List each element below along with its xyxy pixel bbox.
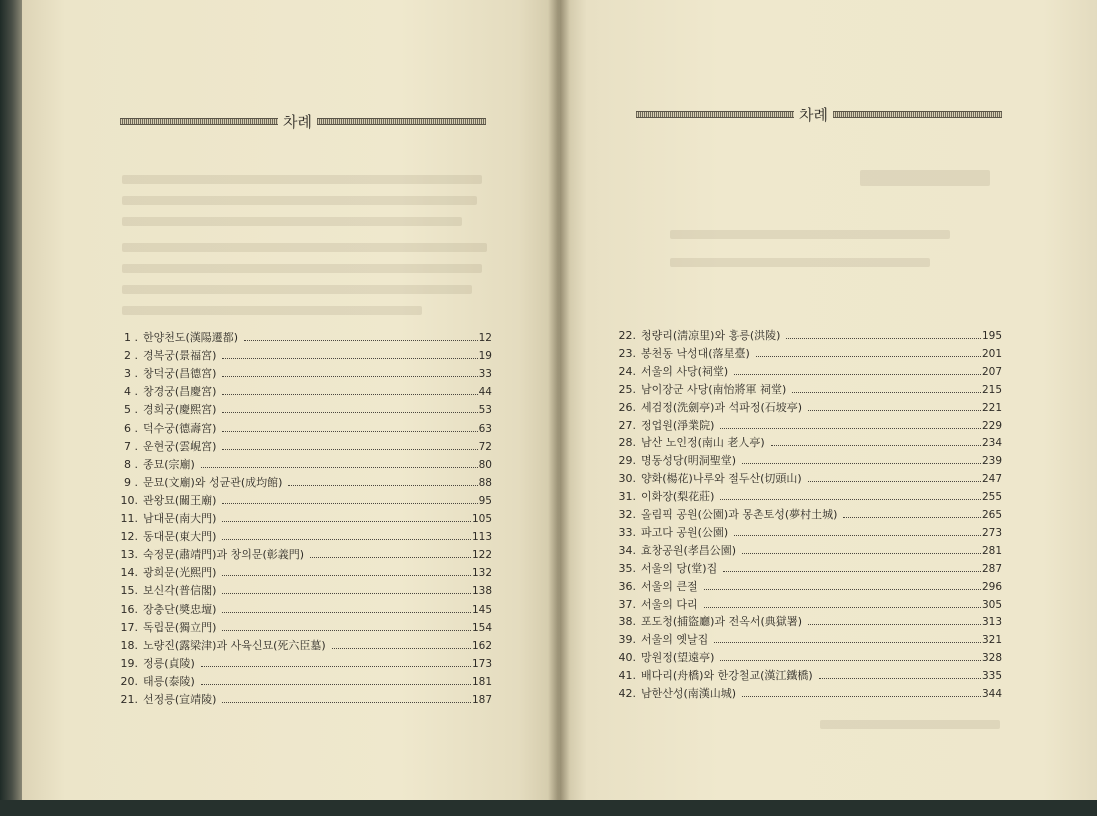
toc-entry	[612, 434, 1002, 451]
entry-title: 올림픽 공원(公園)과 몽촌토성(夢村土城)	[641, 508, 838, 521]
entry-number: 19.	[120, 656, 138, 670]
entry-title: 서울의 다리	[641, 597, 698, 611]
entry-number: 14.	[120, 566, 138, 580]
left-page	[22, 0, 562, 812]
entry-title: 정업원(淨業院)	[641, 418, 715, 432]
entry-title: 경복궁(景福宮)	[143, 349, 217, 363]
entry-number: 26.	[618, 400, 636, 414]
entry-page-number: 162	[471, 639, 492, 652]
entry-title: 청량리(淸凉里)와 홍릉(洪陵)	[641, 329, 781, 342]
entry-number: 27.	[618, 418, 636, 432]
dot-leader	[222, 431, 477, 432]
dot-leader	[808, 410, 981, 411]
entry-title: 문묘(文廟)와 성균관(成均館)	[143, 475, 283, 489]
entry-page-number: 19	[478, 350, 492, 363]
entry-page-number: 80	[478, 458, 492, 471]
entry-page-number: 195	[981, 330, 1002, 342]
entry-title: 효창공원(孝昌公園)	[641, 543, 737, 557]
entry-page-number: 265	[981, 509, 1002, 521]
dot-leader	[222, 575, 470, 576]
entry-title: 운현궁(雲峴宮)	[143, 439, 217, 453]
entry-number: 4 .	[124, 385, 138, 399]
entry-number: 16.	[120, 602, 138, 616]
entry-page-number: 187	[471, 694, 492, 706]
entry-title: 태릉(泰陵)	[143, 674, 195, 688]
dot-leader	[201, 684, 471, 685]
dot-leader	[714, 642, 981, 643]
dot-leader	[720, 660, 980, 661]
entry-number: 24.	[618, 364, 636, 378]
dot-leader	[734, 374, 981, 375]
dot-leader	[222, 593, 470, 594]
entry-page-number: 12	[478, 332, 492, 344]
entry-number: 6 .	[124, 421, 138, 435]
dot-leader	[222, 612, 470, 613]
entry-page-number: 138	[471, 585, 492, 598]
entry-page-number: 287	[981, 562, 1002, 575]
bleed-through-text	[670, 258, 930, 267]
dot-leader	[222, 358, 477, 359]
toc-entry	[114, 582, 492, 599]
entry-page-number: 328	[981, 652, 1002, 665]
dot-leader	[244, 340, 478, 341]
toc-entry	[114, 365, 492, 382]
entry-number: 34.	[618, 543, 636, 557]
entry-page-number: 113	[471, 531, 492, 544]
entry-title: 종묘(宗廟)	[143, 457, 195, 471]
dot-leader	[792, 392, 981, 393]
entry-number: 11.	[120, 512, 138, 525]
entry-title: 장충단(奬忠壇)	[143, 602, 217, 616]
toc-entry	[114, 456, 492, 473]
entry-number: 36.	[618, 579, 636, 593]
toc-entry	[114, 420, 492, 437]
entry-title: 창덕궁(昌德宮)	[143, 367, 217, 381]
dot-leader	[819, 678, 981, 679]
dot-leader	[222, 630, 470, 631]
dot-leader	[720, 499, 980, 500]
dot-leader	[222, 412, 477, 413]
entry-title: 동대문(東大門)	[143, 530, 217, 544]
entry-title: 배다리(舟橋)와 한강철교(漢江鐵橋)	[641, 669, 813, 683]
entry-title: 덕수궁(德壽宮)	[143, 421, 217, 435]
entry-page-number: 44	[478, 386, 492, 399]
entry-number: 32.	[618, 508, 636, 521]
entry-title: 광희문(光熙門)	[143, 566, 217, 580]
dot-leader	[771, 445, 981, 446]
entry-title: 망원정(望遠亭)	[641, 651, 715, 665]
dot-leader	[808, 624, 981, 625]
bleed-through-text	[122, 175, 482, 184]
entry-title: 선정릉(宣靖陵)	[143, 693, 217, 706]
entry-title: 세검정(洗劍亭)과 석파정(石坡亭)	[641, 400, 803, 414]
entry-page-number: 321	[981, 634, 1002, 647]
book-gutter	[548, 0, 570, 812]
bleed-through-text	[820, 720, 1000, 729]
entry-number: 2 .	[124, 349, 138, 363]
entry-page-number: 305	[981, 598, 1002, 611]
toc-entry	[114, 329, 492, 346]
entry-number: 41.	[618, 669, 636, 683]
toc-entry	[612, 685, 1002, 702]
toc-entry	[114, 619, 492, 636]
bleed-through-text	[670, 230, 950, 239]
entry-title: 한양천도(漢陽遷都)	[143, 331, 239, 344]
dot-leader	[288, 485, 477, 486]
right-page	[560, 0, 1097, 812]
entry-page-number: 255	[981, 491, 1002, 504]
toc-entry	[114, 383, 492, 400]
dot-leader	[704, 607, 981, 608]
bleed-through-text	[122, 264, 482, 273]
toc-entry	[114, 655, 492, 672]
entry-number: 12.	[120, 530, 138, 544]
toc-entry	[612, 542, 1002, 559]
entry-number: 28.	[618, 436, 636, 450]
entry-page-number: 173	[471, 657, 492, 670]
dot-leader	[222, 376, 477, 377]
dot-leader	[786, 338, 981, 339]
toc-entry	[114, 564, 492, 581]
entry-number: 7 .	[124, 439, 138, 453]
entry-number: 3 .	[124, 367, 138, 381]
dot-leader	[742, 463, 981, 464]
toc-entry	[114, 347, 492, 364]
entry-page-number: 201	[981, 347, 1002, 360]
bleed-through-text	[122, 196, 477, 205]
bleed-through-text	[122, 243, 487, 252]
entry-title: 남이장군 사당(南怡將軍 祠堂)	[641, 382, 787, 396]
dot-leader	[704, 589, 981, 590]
toc-entry	[114, 492, 492, 509]
entry-page-number: 207	[981, 365, 1002, 378]
dot-leader	[734, 535, 981, 536]
entry-title: 서울의 사당(祠堂)	[641, 364, 729, 378]
entry-number: 8 .	[124, 457, 138, 471]
toc-entry	[612, 506, 1002, 523]
entry-page-number: 72	[478, 440, 492, 453]
toc-entry	[114, 510, 492, 527]
entry-number: 22.	[618, 329, 636, 342]
dot-leader	[720, 428, 980, 429]
dot-leader	[222, 503, 477, 504]
entry-number: 20.	[120, 674, 138, 688]
entry-page-number: 281	[981, 544, 1002, 557]
entry-number: 42.	[618, 687, 636, 700]
entry-title: 창경궁(昌慶宮)	[143, 385, 217, 399]
entry-title: 서울의 옛날집	[641, 633, 709, 647]
entry-title: 서울의 당(堂)집	[641, 561, 718, 575]
dot-leader	[310, 557, 471, 558]
toc-entry	[612, 327, 1002, 344]
entry-number: 21.	[120, 693, 138, 706]
entry-number: 35.	[618, 561, 636, 575]
toc-entry	[612, 363, 1002, 380]
heading-rule	[833, 111, 1002, 118]
bleed-through-text	[122, 285, 472, 294]
toc-entry	[612, 631, 1002, 648]
entry-title: 숙정문(肅靖門)과 창의문(彰義門)	[143, 548, 305, 562]
entry-page-number: 181	[471, 675, 492, 688]
heading-title: 차례	[799, 106, 828, 124]
entry-number: 1 .	[124, 331, 138, 344]
entry-page-number: 145	[471, 603, 492, 616]
entry-page-number: 63	[478, 422, 492, 435]
dot-leader	[222, 394, 477, 395]
entry-page-number: 344	[981, 688, 1002, 700]
toc-entry	[612, 560, 1002, 577]
entry-title: 독립문(獨立門)	[143, 620, 217, 634]
entry-page-number: 221	[981, 401, 1002, 414]
entry-number: 23.	[618, 346, 636, 360]
entry-page-number: 335	[981, 670, 1002, 683]
entry-page-number: 247	[981, 473, 1002, 486]
heading-title: 차례	[283, 113, 312, 131]
toc-entry	[114, 528, 492, 545]
dot-leader	[808, 481, 981, 482]
heading-rule	[636, 111, 794, 118]
entry-number: 29.	[618, 454, 636, 468]
toc-entry	[612, 524, 1002, 541]
entry-page-number: 132	[471, 567, 492, 580]
toc-entry	[114, 474, 492, 491]
entry-title: 서울의 큰절	[641, 579, 698, 593]
entry-page-number: 296	[981, 580, 1002, 593]
dot-leader	[742, 553, 981, 554]
toc-entry	[114, 401, 492, 418]
entry-number: 31.	[618, 490, 636, 504]
toc-entry	[114, 673, 492, 690]
entry-title: 보신각(普信閣)	[143, 584, 217, 598]
entry-page-number: 154	[471, 621, 492, 634]
entry-title: 남대문(南大門)	[143, 512, 217, 525]
toc-entry	[612, 667, 1002, 684]
entry-page-number: 234	[981, 437, 1002, 450]
toc-entry	[114, 691, 492, 708]
entry-page-number: 95	[478, 494, 492, 507]
entry-title: 명동성당(明洞聖堂)	[641, 454, 737, 468]
entry-page-number: 33	[478, 368, 492, 381]
entry-title: 양화(楊花)나루와 절두산(切頭山)	[641, 472, 802, 486]
dot-leader	[201, 467, 478, 468]
dot-leader	[723, 571, 981, 572]
dot-leader	[222, 449, 477, 450]
toc-entry	[612, 452, 1002, 469]
entry-page-number: 88	[478, 476, 492, 489]
toc-entry	[612, 649, 1002, 666]
dot-leader	[332, 648, 471, 649]
entry-number: 39.	[618, 633, 636, 647]
entry-title: 봉천동 낙성대(落星臺)	[641, 346, 750, 360]
entry-number: 18.	[120, 638, 138, 652]
entry-title: 남한산성(南漢山城)	[641, 687, 737, 700]
entry-title: 포도청(捕盜廳)과 전옥서(典獄署)	[641, 615, 803, 629]
entry-title: 정릉(貞陵)	[143, 656, 195, 670]
dot-leader	[222, 702, 470, 703]
heading-rule	[120, 118, 278, 125]
entry-title: 노량진(露梁津)과 사육신묘(死六臣墓)	[143, 638, 326, 652]
dot-leader	[222, 539, 470, 540]
toc-entry	[612, 345, 1002, 362]
entry-number: 15.	[120, 584, 138, 598]
heading-rule	[317, 118, 486, 125]
toc-entry	[612, 596, 1002, 613]
toc-entry	[612, 578, 1002, 595]
entry-page-number: 273	[981, 526, 1002, 539]
dot-leader	[756, 356, 981, 357]
bleed-through-text	[122, 306, 422, 315]
entry-title: 이화장(梨花莊)	[641, 490, 715, 504]
entry-number: 17.	[120, 620, 138, 634]
entry-title: 남산 노인정(南山 老人亭)	[641, 436, 765, 450]
bleed-through-text	[860, 170, 990, 186]
entry-title: 파고다 공원(公園)	[641, 525, 729, 539]
entry-page-number: 313	[981, 616, 1002, 629]
toc-entry	[114, 637, 492, 654]
entry-number: 25.	[618, 382, 636, 396]
toc-entry	[612, 488, 1002, 505]
dot-leader	[742, 696, 981, 697]
entry-page-number: 105	[471, 513, 492, 525]
entry-number: 9 .	[124, 475, 138, 489]
toc-heading	[120, 111, 486, 132]
entry-number: 10.	[120, 493, 138, 507]
entry-number: 38.	[618, 615, 636, 629]
bleed-through-text	[122, 217, 462, 226]
entry-number: 33.	[618, 525, 636, 539]
entry-number: 40.	[618, 651, 636, 665]
entry-number: 37.	[618, 597, 636, 611]
entry-title: 경희궁(慶熙宮)	[143, 403, 217, 417]
dot-leader	[222, 521, 470, 522]
toc-entry	[114, 546, 492, 563]
entry-number: 13.	[120, 548, 138, 562]
entry-title: 관왕묘(關王廟)	[143, 493, 217, 507]
entry-page-number: 122	[471, 549, 492, 562]
dot-leader	[201, 666, 471, 667]
toc-entry	[612, 470, 1002, 487]
toc-heading	[636, 104, 1002, 125]
toc-entry	[612, 399, 1002, 416]
entry-number: 5 .	[124, 403, 138, 417]
toc-entry	[114, 601, 492, 618]
entry-number: 30.	[618, 472, 636, 486]
toc-entry	[612, 417, 1002, 434]
entry-page-number: 53	[478, 404, 492, 417]
entry-page-number: 215	[981, 383, 1002, 396]
entry-page-number: 229	[981, 419, 1002, 432]
entry-page-number: 239	[981, 455, 1002, 468]
toc-entry	[612, 381, 1002, 398]
toc-entry	[612, 613, 1002, 630]
dot-leader	[843, 517, 981, 518]
book-edge-bottom	[0, 800, 1097, 816]
toc-entry	[114, 438, 492, 455]
